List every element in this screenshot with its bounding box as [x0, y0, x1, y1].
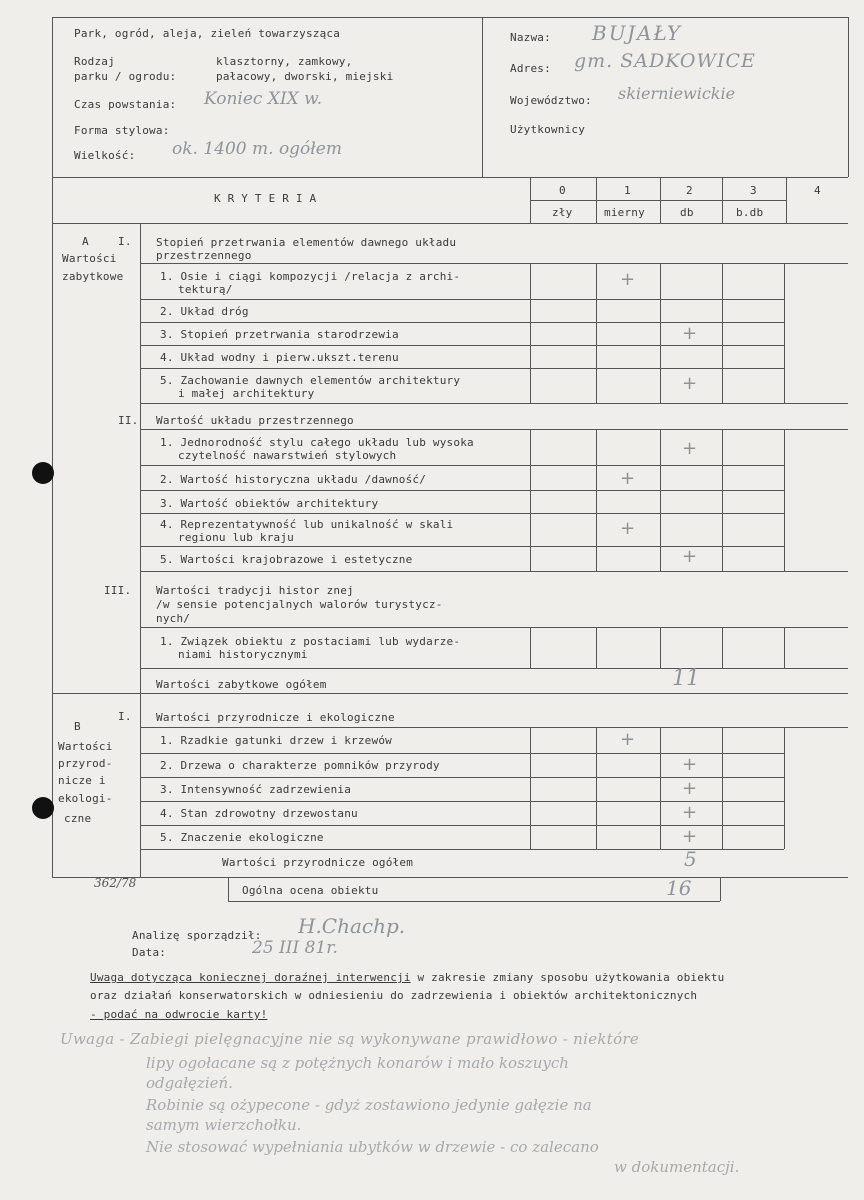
uwaga-line-3-text: - podać na odwrocie karty! — [90, 1008, 268, 1021]
section-b-side-3: nicze i — [58, 774, 106, 787]
mark-a2-1: + — [682, 438, 698, 459]
document-number: 362/78 — [94, 876, 137, 890]
section-b-letter: B — [74, 720, 81, 733]
section-b-title: Wartości przyrodnicze i ekologiczne — [156, 711, 395, 724]
rodzaj-label: Rodzaj — [74, 55, 115, 68]
group2-roman: II. — [118, 414, 139, 427]
mark-b-3: + — [682, 778, 698, 799]
group1-title-2: przestrzennego — [156, 249, 252, 262]
mark-a2-5: + — [682, 546, 698, 567]
grade-bdb: b.db — [736, 206, 764, 219]
row-b-4: 4. Stan zdrowotny drzewostanu — [160, 807, 358, 820]
note-line-7: w dokumentacji. — [614, 1158, 740, 1176]
section-b-side-2: przyrod- — [58, 757, 113, 770]
section-b-roman: I. — [118, 710, 132, 723]
note-line-4: Robinie są ożypecone - gdyż zostawiono jedynie gałęzie na — [146, 1096, 592, 1114]
uzytkownicy-label: Użytkownicy — [510, 123, 586, 136]
mark-b-5: + — [682, 826, 698, 847]
analiza-value: H.Chachp. — [298, 914, 406, 938]
uwaga-line-3 — [90, 1008, 267, 1021]
overall-label: Ogólna ocena obiektu — [242, 884, 379, 897]
note-line-5: samym wierzchołku. — [146, 1116, 302, 1134]
criteria-title: K R Y T E R I A — [214, 192, 317, 205]
rodzaj-options-2: pałacowy, dworski, miejski — [216, 70, 394, 83]
row-a2-5: 5. Wartości krajobrazowe i estetyczne — [160, 553, 413, 566]
nazwa-label: Nazwa: — [510, 31, 551, 44]
data-value: 25 III 81r. — [252, 938, 338, 958]
note-line-6: Nie stosować wypełniania ubytków w drzewie - co zalecano — [146, 1138, 599, 1156]
mark-b-1: + — [620, 729, 636, 750]
uwaga-line-1 — [90, 971, 725, 984]
park-label: Park, ogród, aleja, zieleń towarzysząca — [74, 27, 341, 40]
wojewodztwo-label: Województwo: — [510, 94, 592, 107]
mark-a1-1: + — [620, 269, 636, 290]
row-a2-1-l1: 1. Jednorodność stylu całego układu lub wysoka — [160, 436, 474, 449]
mark-a2-2: + — [620, 468, 636, 489]
score-3: 3 — [750, 184, 757, 197]
mark-a1-5: + — [682, 373, 698, 394]
overall-value: 16 — [666, 876, 692, 900]
group2-title: Wartość układu przestrzennego — [156, 414, 354, 427]
wojewodztwo-value: skierniewickie — [618, 84, 736, 103]
note-line-3: odgałęzień. — [146, 1074, 233, 1092]
mark-b-4: + — [682, 802, 698, 823]
row-a3-1-l1: 1. Związek obiektu z postaciami lub wydarze- — [160, 635, 461, 648]
group3-title-1: Wartości tradycji histor znej — [156, 584, 354, 597]
czas-value: Koniec XIX w. — [204, 89, 323, 109]
row-b-2: 2. Drzewa o charakterze pomników przyrody — [160, 759, 440, 772]
section-a-side-1: Wartości — [62, 252, 117, 265]
score-1: 1 — [624, 184, 631, 197]
rodzaj-options-1: klasztorny, zamkowy, — [216, 55, 353, 68]
rodzaj-label-2: parku / ogrodu: — [74, 70, 177, 83]
uwaga-underlined: Uwaga dotycząca koniecznej doraźnej interwencji — [90, 971, 411, 984]
note-line-2: lipy ogołacane są z potężnych konarów i mało koszuych — [146, 1054, 569, 1072]
row-a2-1-l2: czytelność nawarstwień stylowych — [178, 449, 397, 462]
forma-label: Forma stylowa: — [74, 124, 170, 137]
row-a2-2: 2. Wartość historyczna układu /dawność/ — [160, 473, 427, 486]
group1-title-1: Stopień przetrwania elementów dawnego układu — [156, 236, 457, 249]
score-0: 0 — [559, 184, 566, 197]
wielkosc-label: Wielkość: — [74, 149, 136, 162]
score-4: 4 — [814, 184, 821, 197]
section-b-side-5: czne — [64, 812, 92, 825]
row-a2-4-l1: 4. Reprezentatywność lub unikalność w skali — [160, 518, 454, 531]
grade-mierny: mierny — [604, 206, 645, 219]
mark-a2-4: + — [620, 518, 636, 539]
wielkosc-value: ok. 1400 m. ogółem — [172, 139, 342, 159]
row-a2-4-l2: regionu lub kraju — [178, 531, 294, 544]
total-a-label: Wartości zabytkowe ogółem — [156, 678, 327, 691]
section-a-side-2: zabytkowe — [62, 270, 124, 283]
data-label: Data: — [132, 946, 167, 959]
row-b-5: 5. Znaczenie ekologiczne — [160, 831, 324, 844]
group3-title-3: nych/ — [156, 612, 191, 625]
nazwa-value: BUJAŁY — [592, 21, 683, 45]
total-b-value: 5 — [684, 847, 697, 871]
adres-value: gm. SADKOWICE — [574, 50, 756, 72]
row-a1-5-l2: i małej architektury — [178, 387, 315, 400]
analiza-label: Analizę sporządził: — [132, 929, 262, 942]
total-b-label: Wartości przyrodnicze ogółem — [222, 856, 414, 869]
section-b-side-1: Wartości — [58, 740, 113, 753]
row-a1-4: 4. Układ wodny i pierw.ukszt.terenu — [160, 351, 399, 364]
binder-hole-bottom — [32, 797, 54, 819]
uwaga-line-2: oraz działań konserwatorskich w odniesieniu do zadrzewienia i obiektów architektonicznych — [90, 989, 698, 1002]
grade-zly: zły — [552, 206, 573, 219]
score-2: 2 — [686, 184, 693, 197]
row-b-1: 1. Rzadkie gatunki drzew i krzewów — [160, 734, 392, 747]
grade-db: db — [680, 206, 694, 219]
row-a1-2: 2. Układ dróg — [160, 305, 249, 318]
row-a1-1-l2: tekturą/ — [178, 283, 233, 296]
section-a-roman: I. — [118, 235, 132, 248]
adres-label: Adres: — [510, 62, 551, 75]
group3-title-2: /w sensie potencjalnych walorów turystycz- — [156, 598, 443, 611]
mark-a1-3: + — [682, 323, 698, 344]
note-line-1: Uwaga - Zabiegi pielęgnacyjne nie są wykonywane prawidłowo - niektóre — [60, 1030, 640, 1048]
uwaga-rest: w zakresie zmiany sposobu użytkowania obiektu — [410, 971, 725, 984]
row-a2-3: 3. Wartość obiektów architektury — [160, 497, 379, 510]
row-a3-1-l2: niami historycznymi — [178, 648, 308, 661]
mark-b-2: + — [682, 754, 698, 775]
czas-label: Czas powstania: — [74, 98, 177, 111]
section-a-letter: A — [82, 235, 89, 248]
row-b-3: 3. Intensywność zadrzewienia — [160, 783, 352, 796]
binder-hole-top — [32, 462, 54, 484]
total-a-value: 11 — [672, 666, 700, 691]
row-a1-5-l1: 5. Zachowanie dawnych elementów architektury — [160, 374, 461, 387]
group3-roman: III. — [104, 584, 132, 597]
row-a1-3: 3. Stopień przetrwania starodrzewia — [160, 328, 399, 341]
row-a1-1-l1: 1. Osie i ciągi kompozycji /relacja z archi- — [160, 270, 461, 283]
section-b-side-4: ekologi- — [58, 792, 113, 805]
